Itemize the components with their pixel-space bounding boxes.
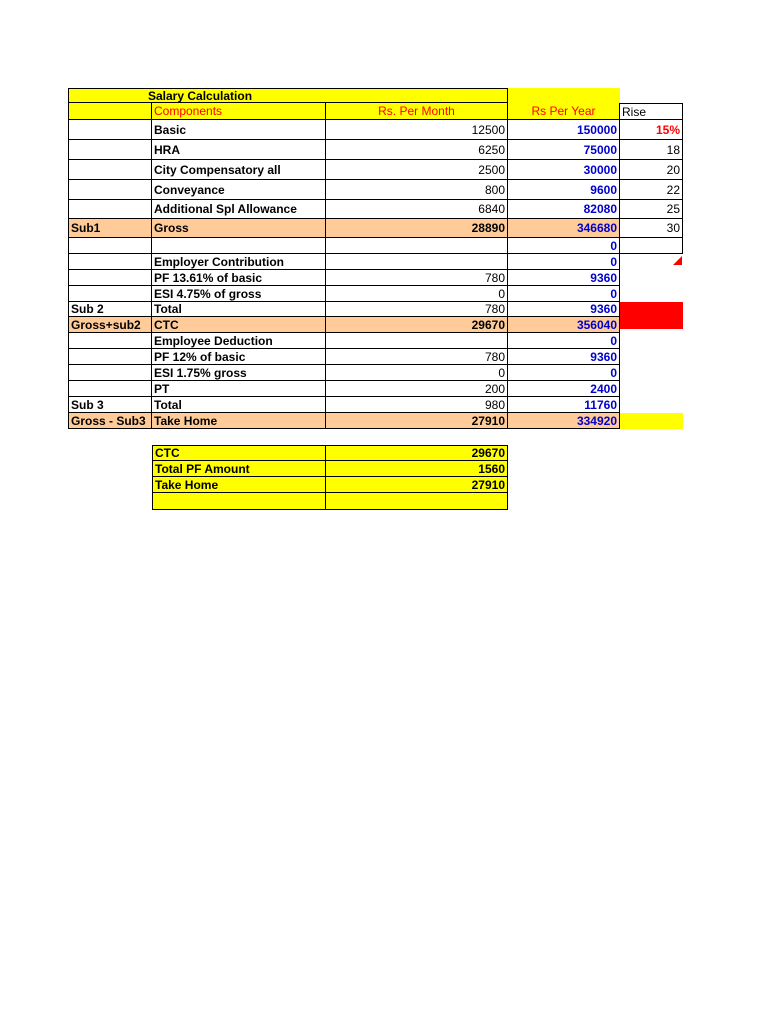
row-component: City Compensatory all bbox=[152, 160, 326, 180]
row-per-year: 0 bbox=[508, 365, 620, 381]
row-component: PF 13.61% of basic bbox=[152, 270, 326, 286]
row-label bbox=[68, 120, 152, 140]
row-component: ESI 4.75% of gross bbox=[152, 286, 326, 302]
row-label bbox=[68, 140, 152, 160]
row-per-year: 9360 bbox=[508, 302, 620, 317]
row-component: ESI 1.75% gross bbox=[152, 365, 326, 381]
row-component: HRA bbox=[152, 140, 326, 160]
header-components: Components bbox=[152, 103, 326, 120]
comment-marker-icon bbox=[673, 256, 682, 265]
row-per-month: 0 bbox=[326, 365, 508, 381]
summary-value bbox=[326, 493, 508, 510]
row-label bbox=[68, 349, 152, 365]
row-component: Gross bbox=[152, 219, 326, 238]
row-label: Gross - Sub3 bbox=[68, 413, 152, 429]
row-per-month bbox=[326, 238, 508, 254]
row-label: Gross+sub2 bbox=[68, 317, 152, 333]
row-per-month: 6840 bbox=[326, 200, 508, 219]
row-label: Sub 2 bbox=[68, 302, 152, 317]
row-component: Employer Contribution bbox=[152, 254, 326, 270]
row-per-month: 780 bbox=[326, 302, 508, 317]
row-per-year: 346680 bbox=[508, 219, 620, 238]
header-per-month: Rs. Per Month bbox=[326, 103, 508, 120]
row-label bbox=[68, 286, 152, 302]
title-row-left bbox=[68, 88, 152, 103]
row-component bbox=[152, 238, 326, 254]
row-label bbox=[68, 333, 152, 349]
header-per-year: Rs Per Year bbox=[508, 103, 620, 120]
title-row-month bbox=[326, 88, 508, 103]
row-component: Employee Deduction bbox=[152, 333, 326, 349]
row-per-month: 29670 bbox=[326, 317, 508, 333]
summary-value: 27910 bbox=[326, 477, 508, 493]
row-component: Take Home bbox=[152, 413, 326, 429]
summary-label bbox=[152, 493, 326, 510]
row-rise: 15% bbox=[620, 120, 683, 140]
row-per-year: 0 bbox=[508, 254, 620, 270]
row-per-year: 0 bbox=[508, 238, 620, 254]
row-label bbox=[68, 365, 152, 381]
row-per-year: 356040 bbox=[508, 317, 620, 333]
summary-label: Take Home bbox=[152, 477, 326, 493]
row-per-month: 0 bbox=[326, 286, 508, 302]
row-per-month: 6250 bbox=[326, 140, 508, 160]
summary-label: CTC bbox=[152, 445, 326, 461]
row-label: Sub 3 bbox=[68, 397, 152, 413]
header-rise: Rise bbox=[620, 103, 683, 120]
row-per-year: 150000 bbox=[508, 120, 620, 140]
row-label bbox=[68, 160, 152, 180]
row-per-year: 9360 bbox=[508, 349, 620, 365]
row-rise: 30 bbox=[620, 219, 683, 238]
row-label: Sub1 bbox=[68, 219, 152, 238]
row-per-month: 2500 bbox=[326, 160, 508, 180]
row-per-year: 334920 bbox=[508, 413, 620, 429]
row-component: Total bbox=[152, 397, 326, 413]
row-component: PT bbox=[152, 381, 326, 397]
row-label bbox=[68, 238, 152, 254]
row-label bbox=[68, 270, 152, 286]
row-component: Total bbox=[152, 302, 326, 317]
row-label bbox=[68, 200, 152, 219]
row-per-year: 11760 bbox=[508, 397, 620, 413]
row-per-year: 9600 bbox=[508, 180, 620, 200]
row-rise: 18 bbox=[620, 140, 683, 160]
row-per-month bbox=[326, 254, 508, 270]
row-component: Additional Spl Allowance bbox=[152, 200, 326, 219]
row-rise: 20 bbox=[620, 160, 683, 180]
title-row-year bbox=[508, 88, 620, 103]
row-label bbox=[68, 381, 152, 397]
row-per-month: 27910 bbox=[326, 413, 508, 429]
summary-label: Total PF Amount bbox=[152, 461, 326, 477]
row-per-month: 200 bbox=[326, 381, 508, 397]
row-per-month: 780 bbox=[326, 270, 508, 286]
summary-value: 29670 bbox=[326, 445, 508, 461]
row-rise: 25 bbox=[620, 200, 683, 219]
row-label bbox=[68, 254, 152, 270]
row-per-month: 780 bbox=[326, 349, 508, 365]
row-per-year: 30000 bbox=[508, 160, 620, 180]
row-per-year: 0 bbox=[508, 333, 620, 349]
row-per-month: 28890 bbox=[326, 219, 508, 238]
row-per-year: 75000 bbox=[508, 140, 620, 160]
row-component: Conveyance bbox=[152, 180, 326, 200]
row-per-month: 980 bbox=[326, 397, 508, 413]
row-component: Basic bbox=[152, 120, 326, 140]
row-per-year: 2400 bbox=[508, 381, 620, 397]
row-component: PF 12% of basic bbox=[152, 349, 326, 365]
red-highlight-cell bbox=[620, 302, 683, 329]
row-per-month bbox=[326, 333, 508, 349]
row-component: CTC bbox=[152, 317, 326, 333]
row-rise: 22 bbox=[620, 180, 683, 200]
row-per-month: 800 bbox=[326, 180, 508, 200]
row-rise bbox=[620, 238, 683, 254]
summary-value: 1560 bbox=[326, 461, 508, 477]
row-per-year: 82080 bbox=[508, 200, 620, 219]
sheet-title: Salary Calculation bbox=[146, 88, 326, 103]
row-per-year: 0 bbox=[508, 286, 620, 302]
header-label-cell bbox=[68, 103, 152, 120]
row-label bbox=[68, 180, 152, 200]
yellow-highlight-cell bbox=[620, 413, 683, 429]
row-per-year: 9360 bbox=[508, 270, 620, 286]
row-per-month: 12500 bbox=[326, 120, 508, 140]
